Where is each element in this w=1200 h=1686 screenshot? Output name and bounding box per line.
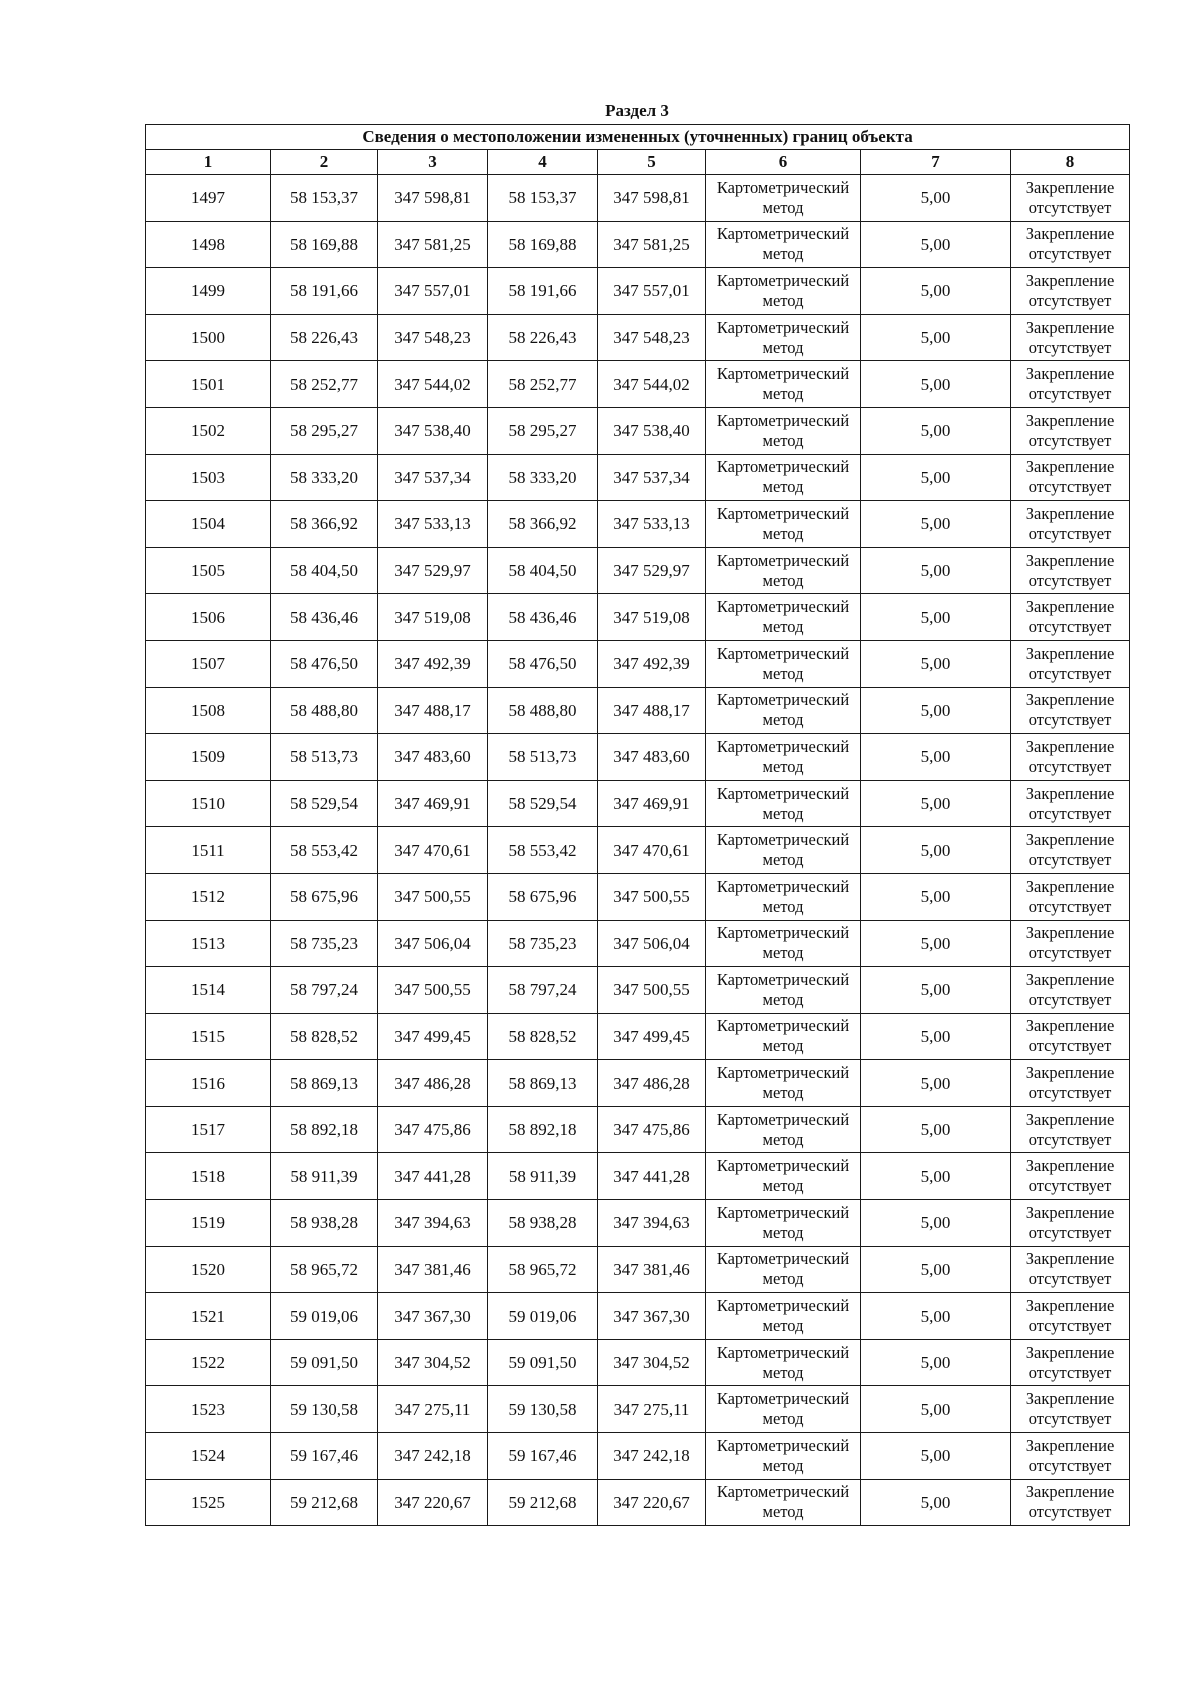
fixing-cell: Закрепление отсутствует bbox=[1011, 1386, 1130, 1433]
y-refined-cell: 347 275,11 bbox=[598, 1386, 706, 1433]
table-row bbox=[146, 1293, 1130, 1340]
point-number-cell: 1505 bbox=[146, 547, 271, 594]
precision-cell: 5,00 bbox=[861, 1153, 1011, 1200]
y-existing-cell: 347 506,04 bbox=[378, 920, 488, 967]
precision-cell: 5,00 bbox=[861, 594, 1011, 641]
table-row bbox=[146, 687, 1130, 734]
table-row bbox=[146, 1013, 1130, 1060]
precision-cell: 5,00 bbox=[861, 873, 1011, 920]
column-header-4: 4 bbox=[488, 150, 598, 175]
method-cell: Картометрический метод bbox=[706, 780, 861, 827]
x-existing-cell: 58 153,37 bbox=[271, 175, 378, 222]
x-refined-cell: 58 911,39 bbox=[488, 1153, 598, 1200]
x-existing-cell: 58 476,50 bbox=[271, 640, 378, 687]
fixing-cell: Закрепление отсутствует bbox=[1011, 1106, 1130, 1153]
y-refined-cell: 347 367,30 bbox=[598, 1293, 706, 1340]
y-existing-cell: 347 500,55 bbox=[378, 873, 488, 920]
method-cell: Картометрический метод bbox=[706, 1246, 861, 1293]
fixing-cell: Закрепление отсутствует bbox=[1011, 407, 1130, 454]
y-refined-cell: 347 499,45 bbox=[598, 1013, 706, 1060]
precision-cell: 5,00 bbox=[861, 780, 1011, 827]
method-cell: Картометрический метод bbox=[706, 547, 861, 594]
y-existing-cell: 347 548,23 bbox=[378, 314, 488, 361]
x-refined-cell: 58 366,92 bbox=[488, 501, 598, 548]
x-refined-cell: 58 252,77 bbox=[488, 361, 598, 408]
fixing-cell: Закрепление отсутствует bbox=[1011, 361, 1130, 408]
x-refined-cell: 58 295,27 bbox=[488, 407, 598, 454]
y-existing-cell: 347 475,86 bbox=[378, 1106, 488, 1153]
y-existing-cell: 347 557,01 bbox=[378, 268, 488, 315]
x-existing-cell: 58 488,80 bbox=[271, 687, 378, 734]
method-cell: Картометрический метод bbox=[706, 1339, 861, 1386]
table-row bbox=[146, 1060, 1130, 1107]
method-cell: Картометрический метод bbox=[706, 1433, 861, 1480]
table-row bbox=[146, 1433, 1130, 1480]
fixing-cell: Закрепление отсутствует bbox=[1011, 640, 1130, 687]
column-header-1: 1 bbox=[146, 150, 271, 175]
x-existing-cell: 58 529,54 bbox=[271, 780, 378, 827]
method-cell: Картометрический метод bbox=[706, 361, 861, 408]
y-existing-cell: 347 538,40 bbox=[378, 407, 488, 454]
precision-cell: 5,00 bbox=[861, 407, 1011, 454]
point-number-cell: 1497 bbox=[146, 175, 271, 222]
column-header-7: 7 bbox=[861, 150, 1011, 175]
method-cell: Картометрический метод bbox=[706, 873, 861, 920]
method-cell: Картометрический метод bbox=[706, 920, 861, 967]
column-header-2: 2 bbox=[271, 150, 378, 175]
point-number-cell: 1524 bbox=[146, 1433, 271, 1480]
y-refined-cell: 347 441,28 bbox=[598, 1153, 706, 1200]
method-cell: Картометрический метод bbox=[706, 1060, 861, 1107]
y-existing-cell: 347 242,18 bbox=[378, 1433, 488, 1480]
fixing-cell: Закрепление отсутствует bbox=[1011, 873, 1130, 920]
precision-cell: 5,00 bbox=[861, 1293, 1011, 1340]
precision-cell: 5,00 bbox=[861, 501, 1011, 548]
method-cell: Картометрический метод bbox=[706, 640, 861, 687]
x-refined-cell: 58 513,73 bbox=[488, 734, 598, 781]
table-row bbox=[146, 827, 1130, 874]
x-refined-cell: 58 828,52 bbox=[488, 1013, 598, 1060]
fixing-cell: Закрепление отсутствует bbox=[1011, 780, 1130, 827]
table-row bbox=[146, 873, 1130, 920]
method-cell: Картометрический метод bbox=[706, 734, 861, 781]
x-refined-cell: 58 869,13 bbox=[488, 1060, 598, 1107]
fixing-cell: Закрепление отсутствует bbox=[1011, 1339, 1130, 1386]
x-refined-cell: 58 797,24 bbox=[488, 967, 598, 1014]
x-refined-cell: 58 553,42 bbox=[488, 827, 598, 874]
y-existing-cell: 347 367,30 bbox=[378, 1293, 488, 1340]
method-cell: Картометрический метод bbox=[706, 967, 861, 1014]
point-number-cell: 1504 bbox=[146, 501, 271, 548]
fixing-cell: Закрепление отсутствует bbox=[1011, 594, 1130, 641]
point-number-cell: 1508 bbox=[146, 687, 271, 734]
y-refined-cell: 347 469,91 bbox=[598, 780, 706, 827]
x-existing-cell: 59 091,50 bbox=[271, 1339, 378, 1386]
x-existing-cell: 58 295,27 bbox=[271, 407, 378, 454]
fixing-cell: Закрепление отсутствует bbox=[1011, 221, 1130, 268]
precision-cell: 5,00 bbox=[861, 1013, 1011, 1060]
x-refined-cell: 58 191,66 bbox=[488, 268, 598, 315]
y-existing-cell: 347 529,97 bbox=[378, 547, 488, 594]
precision-cell: 5,00 bbox=[861, 1433, 1011, 1480]
method-cell: Картометрический метод bbox=[706, 268, 861, 315]
method-cell: Картометрический метод bbox=[706, 1386, 861, 1433]
x-existing-cell: 58 797,24 bbox=[271, 967, 378, 1014]
y-refined-cell: 347 500,55 bbox=[598, 873, 706, 920]
y-refined-cell: 347 548,23 bbox=[598, 314, 706, 361]
x-refined-cell: 58 436,46 bbox=[488, 594, 598, 641]
x-refined-cell: 59 019,06 bbox=[488, 1293, 598, 1340]
fixing-cell: Закрепление отсутствует bbox=[1011, 1479, 1130, 1526]
y-refined-cell: 347 486,28 bbox=[598, 1060, 706, 1107]
x-refined-cell: 59 091,50 bbox=[488, 1339, 598, 1386]
x-existing-cell: 59 130,58 bbox=[271, 1386, 378, 1433]
x-existing-cell: 58 911,39 bbox=[271, 1153, 378, 1200]
column-header-8: 8 bbox=[1011, 150, 1130, 175]
table-row bbox=[146, 314, 1130, 361]
table-row bbox=[146, 967, 1130, 1014]
x-refined-cell: 58 226,43 bbox=[488, 314, 598, 361]
fixing-cell: Закрепление отсутствует bbox=[1011, 1433, 1130, 1480]
precision-cell: 5,00 bbox=[861, 827, 1011, 874]
point-number-cell: 1519 bbox=[146, 1200, 271, 1247]
table-row bbox=[146, 1246, 1130, 1293]
y-existing-cell: 347 492,39 bbox=[378, 640, 488, 687]
x-existing-cell: 59 212,68 bbox=[271, 1479, 378, 1526]
method-cell: Картометрический метод bbox=[706, 1479, 861, 1526]
x-refined-cell: 58 333,20 bbox=[488, 454, 598, 501]
y-existing-cell: 347 220,67 bbox=[378, 1479, 488, 1526]
y-refined-cell: 347 492,39 bbox=[598, 640, 706, 687]
x-existing-cell: 58 191,66 bbox=[271, 268, 378, 315]
y-refined-cell: 347 544,02 bbox=[598, 361, 706, 408]
x-existing-cell: 58 404,50 bbox=[271, 547, 378, 594]
y-refined-cell: 347 242,18 bbox=[598, 1433, 706, 1480]
precision-cell: 5,00 bbox=[861, 1106, 1011, 1153]
y-existing-cell: 347 500,55 bbox=[378, 967, 488, 1014]
y-refined-cell: 347 557,01 bbox=[598, 268, 706, 315]
x-existing-cell: 59 167,46 bbox=[271, 1433, 378, 1480]
y-existing-cell: 347 441,28 bbox=[378, 1153, 488, 1200]
x-existing-cell: 58 436,46 bbox=[271, 594, 378, 641]
method-cell: Картометрический метод bbox=[706, 1293, 861, 1340]
precision-cell: 5,00 bbox=[861, 1246, 1011, 1293]
y-refined-cell: 347 533,13 bbox=[598, 501, 706, 548]
table-row bbox=[146, 175, 1130, 222]
x-existing-cell: 58 226,43 bbox=[271, 314, 378, 361]
x-refined-cell: 58 153,37 bbox=[488, 175, 598, 222]
y-refined-cell: 347 304,52 bbox=[598, 1339, 706, 1386]
method-cell: Картометрический метод bbox=[706, 1153, 861, 1200]
y-existing-cell: 347 537,34 bbox=[378, 454, 488, 501]
y-existing-cell: 347 488,17 bbox=[378, 687, 488, 734]
section-title: Раздел 3 bbox=[605, 101, 669, 120]
method-cell: Картометрический метод bbox=[706, 407, 861, 454]
precision-cell: 5,00 bbox=[861, 221, 1011, 268]
table-row bbox=[146, 501, 1130, 548]
y-refined-cell: 347 394,63 bbox=[598, 1200, 706, 1247]
fixing-cell: Закрепление отсутствует bbox=[1011, 314, 1130, 361]
point-number-cell: 1525 bbox=[146, 1479, 271, 1526]
method-cell: Картометрический метод bbox=[706, 221, 861, 268]
point-number-cell: 1507 bbox=[146, 640, 271, 687]
fixing-cell: Закрепление отсутствует bbox=[1011, 1293, 1130, 1340]
method-cell: Картометрический метод bbox=[706, 687, 861, 734]
y-existing-cell: 347 519,08 bbox=[378, 594, 488, 641]
y-existing-cell: 347 499,45 bbox=[378, 1013, 488, 1060]
table-body bbox=[146, 175, 1130, 1526]
x-existing-cell: 58 828,52 bbox=[271, 1013, 378, 1060]
table-row bbox=[146, 780, 1130, 827]
precision-cell: 5,00 bbox=[861, 920, 1011, 967]
method-cell: Картометрический метод bbox=[706, 175, 861, 222]
fixing-cell: Закрепление отсутствует bbox=[1011, 454, 1130, 501]
point-number-cell: 1506 bbox=[146, 594, 271, 641]
x-refined-cell: 58 965,72 bbox=[488, 1246, 598, 1293]
x-refined-cell: 59 167,46 bbox=[488, 1433, 598, 1480]
y-refined-cell: 347 581,25 bbox=[598, 221, 706, 268]
fixing-cell: Закрепление отсутствует bbox=[1011, 1246, 1130, 1293]
fixing-cell: Закрепление отсутствует bbox=[1011, 547, 1130, 594]
table-row bbox=[146, 547, 1130, 594]
fixing-cell: Закрепление отсутствует bbox=[1011, 501, 1130, 548]
precision-cell: 5,00 bbox=[861, 640, 1011, 687]
table-caption: Сведения о местоположении измененных (уточненных) границ объекта bbox=[146, 125, 1130, 150]
y-existing-cell: 347 469,91 bbox=[378, 780, 488, 827]
x-existing-cell: 58 735,23 bbox=[271, 920, 378, 967]
y-refined-cell: 347 598,81 bbox=[598, 175, 706, 222]
point-number-cell: 1500 bbox=[146, 314, 271, 361]
y-existing-cell: 347 304,52 bbox=[378, 1339, 488, 1386]
y-refined-cell: 347 381,46 bbox=[598, 1246, 706, 1293]
column-number-row bbox=[146, 150, 1130, 175]
x-existing-cell: 58 938,28 bbox=[271, 1200, 378, 1247]
point-number-cell: 1518 bbox=[146, 1153, 271, 1200]
method-cell: Картометрический метод bbox=[706, 454, 861, 501]
method-cell: Картометрический метод bbox=[706, 594, 861, 641]
y-existing-cell: 347 394,63 bbox=[378, 1200, 488, 1247]
y-existing-cell: 347 486,28 bbox=[378, 1060, 488, 1107]
precision-cell: 5,00 bbox=[861, 687, 1011, 734]
y-refined-cell: 347 220,67 bbox=[598, 1479, 706, 1526]
fixing-cell: Закрепление отсутствует bbox=[1011, 268, 1130, 315]
y-refined-cell: 347 470,61 bbox=[598, 827, 706, 874]
y-existing-cell: 347 275,11 bbox=[378, 1386, 488, 1433]
x-refined-cell: 58 938,28 bbox=[488, 1200, 598, 1247]
x-refined-cell: 59 212,68 bbox=[488, 1479, 598, 1526]
point-number-cell: 1498 bbox=[146, 221, 271, 268]
point-number-cell: 1502 bbox=[146, 407, 271, 454]
y-existing-cell: 347 470,61 bbox=[378, 827, 488, 874]
x-existing-cell: 58 675,96 bbox=[271, 873, 378, 920]
table-row bbox=[146, 268, 1130, 315]
point-number-cell: 1521 bbox=[146, 1293, 271, 1340]
x-refined-cell: 59 130,58 bbox=[488, 1386, 598, 1433]
x-existing-cell: 58 169,88 bbox=[271, 221, 378, 268]
point-number-cell: 1516 bbox=[146, 1060, 271, 1107]
fixing-cell: Закрепление отсутствует bbox=[1011, 1200, 1130, 1247]
point-number-cell: 1509 bbox=[146, 734, 271, 781]
point-number-cell: 1515 bbox=[146, 1013, 271, 1060]
x-refined-cell: 58 488,80 bbox=[488, 687, 598, 734]
fixing-cell: Закрепление отсутствует bbox=[1011, 1060, 1130, 1107]
point-number-cell: 1511 bbox=[146, 827, 271, 874]
y-existing-cell: 347 483,60 bbox=[378, 734, 488, 781]
point-number-cell: 1517 bbox=[146, 1106, 271, 1153]
precision-cell: 5,00 bbox=[861, 1060, 1011, 1107]
y-refined-cell: 347 500,55 bbox=[598, 967, 706, 1014]
table-row bbox=[146, 1339, 1130, 1386]
y-refined-cell: 347 483,60 bbox=[598, 734, 706, 781]
x-existing-cell: 58 892,18 bbox=[271, 1106, 378, 1153]
x-existing-cell: 58 252,77 bbox=[271, 361, 378, 408]
method-cell: Картометрический метод bbox=[706, 1013, 861, 1060]
fixing-cell: Закрепление отсутствует bbox=[1011, 1013, 1130, 1060]
fixing-cell: Закрепление отсутствует bbox=[1011, 1153, 1130, 1200]
x-existing-cell: 58 965,72 bbox=[271, 1246, 378, 1293]
precision-cell: 5,00 bbox=[861, 1479, 1011, 1526]
table-row bbox=[146, 1200, 1130, 1247]
precision-cell: 5,00 bbox=[861, 175, 1011, 222]
y-existing-cell: 347 544,02 bbox=[378, 361, 488, 408]
y-existing-cell: 347 598,81 bbox=[378, 175, 488, 222]
table-row bbox=[146, 1106, 1130, 1153]
precision-cell: 5,00 bbox=[861, 967, 1011, 1014]
column-header-6: 6 bbox=[706, 150, 861, 175]
y-refined-cell: 347 529,97 bbox=[598, 547, 706, 594]
point-number-cell: 1520 bbox=[146, 1246, 271, 1293]
y-existing-cell: 347 581,25 bbox=[378, 221, 488, 268]
table-row bbox=[146, 594, 1130, 641]
x-existing-cell: 58 513,73 bbox=[271, 734, 378, 781]
y-refined-cell: 347 537,34 bbox=[598, 454, 706, 501]
method-cell: Картометрический метод bbox=[706, 1200, 861, 1247]
x-refined-cell: 58 169,88 bbox=[488, 221, 598, 268]
precision-cell: 5,00 bbox=[861, 734, 1011, 781]
table-row bbox=[146, 1153, 1130, 1200]
x-existing-cell: 58 366,92 bbox=[271, 501, 378, 548]
precision-cell: 5,00 bbox=[861, 314, 1011, 361]
precision-cell: 5,00 bbox=[861, 1339, 1011, 1386]
method-cell: Картометрический метод bbox=[706, 827, 861, 874]
table-row bbox=[146, 454, 1130, 501]
point-number-cell: 1512 bbox=[146, 873, 271, 920]
table-row bbox=[146, 407, 1130, 454]
precision-cell: 5,00 bbox=[861, 547, 1011, 594]
x-refined-cell: 58 892,18 bbox=[488, 1106, 598, 1153]
fixing-cell: Закрепление отсутствует bbox=[1011, 687, 1130, 734]
x-existing-cell: 58 553,42 bbox=[271, 827, 378, 874]
point-number-cell: 1523 bbox=[146, 1386, 271, 1433]
point-number-cell: 1503 bbox=[146, 454, 271, 501]
table-row bbox=[146, 1479, 1130, 1526]
point-number-cell: 1514 bbox=[146, 967, 271, 1014]
y-refined-cell: 347 538,40 bbox=[598, 407, 706, 454]
point-number-cell: 1499 bbox=[146, 268, 271, 315]
y-refined-cell: 347 475,86 bbox=[598, 1106, 706, 1153]
fixing-cell: Закрепление отсутствует bbox=[1011, 920, 1130, 967]
method-cell: Картометрический метод bbox=[706, 501, 861, 548]
column-header-3: 3 bbox=[378, 150, 488, 175]
table-row bbox=[146, 361, 1130, 408]
y-refined-cell: 347 506,04 bbox=[598, 920, 706, 967]
x-existing-cell: 58 333,20 bbox=[271, 454, 378, 501]
y-existing-cell: 347 381,46 bbox=[378, 1246, 488, 1293]
fixing-cell: Закрепление отсутствует bbox=[1011, 175, 1130, 222]
x-existing-cell: 58 869,13 bbox=[271, 1060, 378, 1107]
fixing-cell: Закрепление отсутствует bbox=[1011, 967, 1130, 1014]
table-row bbox=[146, 1386, 1130, 1433]
method-cell: Картометрический метод bbox=[706, 1106, 861, 1153]
x-refined-cell: 58 675,96 bbox=[488, 873, 598, 920]
precision-cell: 5,00 bbox=[861, 268, 1011, 315]
precision-cell: 5,00 bbox=[861, 1386, 1011, 1433]
x-refined-cell: 58 476,50 bbox=[488, 640, 598, 687]
table-row bbox=[146, 640, 1130, 687]
point-number-cell: 1510 bbox=[146, 780, 271, 827]
precision-cell: 5,00 bbox=[861, 454, 1011, 501]
point-number-cell: 1513 bbox=[146, 920, 271, 967]
point-number-cell: 1522 bbox=[146, 1339, 271, 1386]
column-header-5: 5 bbox=[598, 150, 706, 175]
fixing-cell: Закрепление отсутствует bbox=[1011, 827, 1130, 874]
fixing-cell: Закрепление отсутствует bbox=[1011, 734, 1130, 781]
x-refined-cell: 58 735,23 bbox=[488, 920, 598, 967]
x-refined-cell: 58 404,50 bbox=[488, 547, 598, 594]
table-row bbox=[146, 734, 1130, 781]
boundary-coordinates-table bbox=[145, 124, 1130, 1526]
y-refined-cell: 347 519,08 bbox=[598, 594, 706, 641]
table-row bbox=[146, 221, 1130, 268]
y-existing-cell: 347 533,13 bbox=[378, 501, 488, 548]
table-row bbox=[146, 920, 1130, 967]
precision-cell: 5,00 bbox=[861, 1200, 1011, 1247]
x-existing-cell: 59 019,06 bbox=[271, 1293, 378, 1340]
y-refined-cell: 347 488,17 bbox=[598, 687, 706, 734]
x-refined-cell: 58 529,54 bbox=[488, 780, 598, 827]
point-number-cell: 1501 bbox=[146, 361, 271, 408]
precision-cell: 5,00 bbox=[861, 361, 1011, 408]
method-cell: Картометрический метод bbox=[706, 314, 861, 361]
